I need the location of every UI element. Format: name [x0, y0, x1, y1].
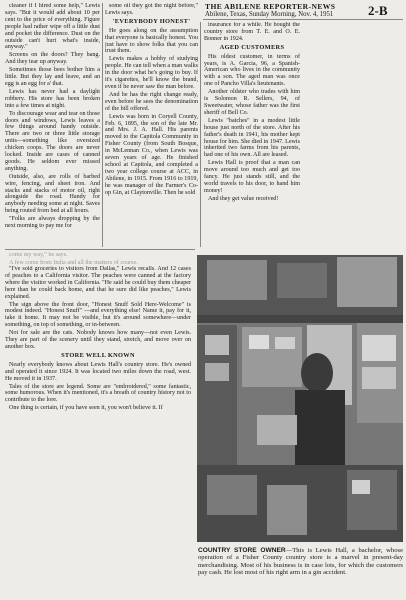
page-number: 2-B — [368, 3, 388, 18]
column-rule — [102, 3, 103, 247]
paragraph: Lewis has never had a daylight robbery. His store has been broken into a few times at night. — [5, 88, 100, 109]
paragraph: Nearly everybody knows about Lewis Hall's country store. He's owned and operated it since 1924. It was located two miles down the road, west. He moved it in 1937. — [5, 361, 191, 382]
section-rule — [5, 249, 195, 250]
paragraph: Lewis was born in Coryell County, Feb. 6, 1895, the son of the late Mr. and Mrs. J. A. Hall. His parents moved to the Capitola Community in Fisher County (from South Bosque, in McLennan Co., when Lewis was seven years of age. He finished school at Capitola, and completed a two year college course at ACC, in Abilene, in 1915. From 1916 to 1919, he was manager of the Farmer's Co-op Gin, at Claytonville. Then he sold — [105, 113, 198, 196]
caption-lead: COUNTRY STORE OWNER — [198, 547, 286, 554]
paragraph: The sign above the front door, "Honest Snuff Sold Here-Welcome" is modest indeed. "Honest Snuff" —and everything else! Name it, pay for it, take it home. It may not be visible, but it's around somewhere—under something, on top of something, or in-between. — [5, 301, 191, 329]
photo-caption — [198, 547, 403, 577]
paragraph: Screens on the doors? They bang. And they tear up anyway. — [5, 52, 100, 66]
paragraph: One thing is certain, if you have seen it, you won't believe it. If — [9, 405, 163, 412]
paragraph: A few come from India and all the matters of course. — [9, 259, 138, 266]
column-3-top — [204, 22, 300, 247]
paragraph: To discourage wear and tear on those doors and windows, Lewis leaves a few things around handy outside. There are two or three little storage units—something like oversized chicken coops. The doors are never locked. Inside are cases of canned goods. He seldom ever missed anything. — [5, 110, 100, 172]
column-rule — [200, 22, 201, 247]
column-1-bottom — [5, 266, 191, 596]
column-1-top — [5, 3, 100, 247]
paragraph: His oldest customer, in terms of years, is A. Garcia, 96, a Spanish-American who lives in the community with a son. The aged man was once one of Pancho Villa's lieutenants. — [204, 53, 300, 88]
paragraph: Lewis Hall is proof that a man can move around too much and get too fancy. He just stands still, and the world travels to his door, to hand him money! — [204, 160, 300, 194]
paragraph: cleaner if I hired some help," Lewis says. "But it would add about 10 per cent to the price of everything. Figure people had rather wipe off a little dust and pocket the difference. Dust on the outside can't hurt what's inside, anyway." — [5, 3, 100, 51]
paragraph: Tales of the store are legend. Some are "embroidered," some fantastic, some humorous. When it's mentioned, it's a breath of country history not to contribute to the lore. — [5, 383, 191, 404]
paragraph: "I've sold groceries to visitors from Dallas," Lewis recalls. And 12 cases of peaches to a California visitor. The peaches were canned at the factory where the visitor worked in California. "He said he could buy them cheaper here than he could back home, and that he sure did like peaches," Lewis explained. — [5, 266, 191, 300]
paragraph: Lewis makes a hobby of studying people. He can tell when a man walks in the door what he's going to buy. If it's cigarettes, he'll know the brand, even if he never saw the man before. — [105, 56, 198, 90]
masthead-paper: THE ABILENE REPORTER-NEWS — [205, 2, 336, 11]
paragraph: Another oldster who trades with him is Solomon R. Sellers, 94, of Sweetwater, whose father was the first sheriff of Bell Co. — [204, 89, 300, 116]
photo-store-interior-icon — [197, 255, 403, 542]
paragraph: some oil they got the night before," Lewis says. — [105, 3, 198, 16]
paragraph: Not for sale are the cats. Nobody knows how many—not even Lewis. They are part of the scenery until they stand, stretch, and move over on another box. — [5, 330, 191, 350]
subhead: 'EVERYBODY HONEST' — [112, 17, 191, 25]
photo-store-interior — [197, 255, 403, 542]
paragraph: And he has the right change ready, even before he sees the denomination of the bill offered. — [105, 91, 198, 112]
paragraph: come my way," he says. — [9, 252, 68, 258]
masthead-dateline: Abilene, Texas, Sunday Morning, Nov. 4, 1951 — [205, 11, 334, 18]
paragraph: Outside, also, are rolls of barbed wire, fencing, and sheet iron. And stacks and stacks of motor oil, right alongside the road. Handy for anybody needing some at night. Saves being routed from bed at all hours. — [5, 173, 100, 215]
paragraph: Lewis "batches" in a modest little house just north of the store. After his father's death in 1941, his mother kept house for him. She died in 1947. Lewis inherited two farms from his parents, had one of his own. All are leased. — [204, 117, 300, 159]
column-2-top — [105, 3, 198, 247]
paragraph: "Folks are always dropping by the next morning to pay me for — [5, 216, 100, 230]
paragraph: And they get value received! — [208, 195, 279, 202]
paragraph: insurance for a while. He bought the country store from T. E. and O. E. Bonner in 1924. — [204, 22, 300, 42]
header-rule — [203, 19, 403, 20]
paragraph: Sometimes those bees bother him a little. But they lay and leave, and an egg is an egg for a' that. — [5, 67, 100, 87]
subhead: STORE WELL KNOWN — [61, 351, 135, 359]
subhead: AGED CUSTOMERS — [219, 43, 285, 51]
paragraph: He goes along on the assumption that everyone is basically honest. You just have to show folks that you can trust them. — [105, 27, 198, 55]
caption-text: —This is Lewis Hall, a bachelor, whose operation of a Fisher County country store is a marvel in present-day merchandising. Most of his business is in case lots, for which the customers pay cash. He lost most of his right arm in a gin accident. — [198, 547, 403, 577]
column-1-bottom-faded — [5, 252, 191, 266]
